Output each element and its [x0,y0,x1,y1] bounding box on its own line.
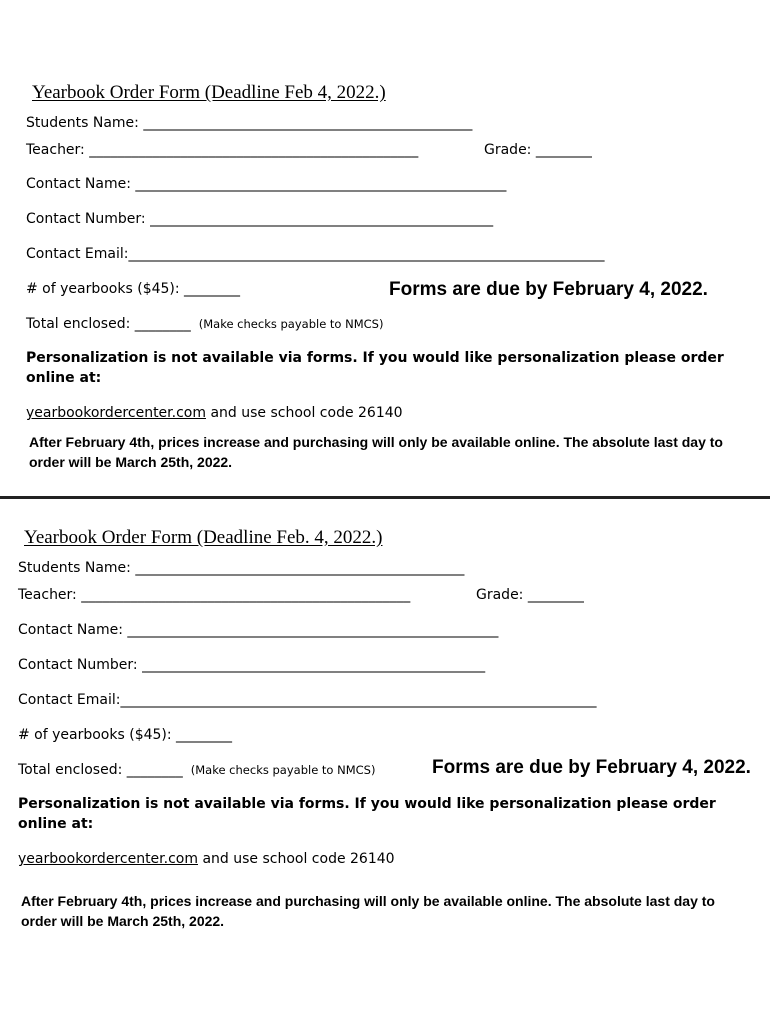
contact-name-field[interactable]: Contact Name: _____________________________________________________ [26,176,507,192]
personalization-note: Personalization is not available via forms. If you would like personalization please order online at: [26,350,724,386]
yearbooks-count-field[interactable]: # of yearbooks ($45): ________ [18,727,233,743]
website-line [26,405,403,421]
teacher-field[interactable]: Teacher: _______________________________________________ [18,587,411,603]
checks-note: (Make checks payable to NMCS) [190,763,376,777]
grade-field[interactable]: Grade: ________ [476,587,584,603]
website-link[interactable]: yearbookordercenter.com [18,851,198,867]
checks-note: (Make checks payable to NMCS) [198,317,384,331]
contact-email-field[interactable]: Contact Email:____________________________________________________________________ [18,692,597,708]
contact-email-field[interactable]: Contact Email:____________________________________________________________________ [26,246,605,262]
total-enclosed-row [26,316,383,332]
total-enclosed-field[interactable]: Total enclosed: ________ [18,762,183,778]
school-code-text: and use school code 26140 [198,851,395,867]
students-name-field[interactable]: Students Name: _______________________________________________ [18,560,465,576]
teacher-field[interactable]: Teacher: _______________________________________________ [26,142,419,158]
contact-number-field[interactable]: Contact Number: _________________________________________________ [26,211,494,227]
after-deadline-note: After February 4th, prices increase and purchasing will only be available online. The absolute last day to order will be March 25th, 2022. [29,434,723,470]
website-link[interactable]: yearbookordercenter.com [26,405,206,421]
due-notice: Forms are due by February 4, 2022. [432,757,751,778]
personalization-note: Personalization is not available via forms. If you would like personalization please order online at: [18,796,716,832]
students-name-field[interactable]: Students Name: _______________________________________________ [26,115,473,131]
grade-field[interactable]: Grade: ________ [484,142,592,158]
website-line [18,851,395,867]
contact-number-field[interactable]: Contact Number: _________________________________________________ [18,657,486,673]
total-enclosed-field[interactable]: Total enclosed: ________ [26,316,191,332]
form-title: Yearbook Order Form (Deadline Feb 4, 2022.) [32,82,386,103]
after-deadline-note: After February 4th, prices increase and purchasing will only be available online. The absolute last day to order will be March 25th, 2022. [21,893,715,929]
school-code-text: and use school code 26140 [206,405,403,421]
form-title: Yearbook Order Form (Deadline Feb. 4, 2022.) [24,527,383,548]
yearbooks-count-field[interactable]: # of yearbooks ($45): ________ [26,281,241,297]
contact-name-field[interactable]: Contact Name: _____________________________________________________ [18,622,499,638]
section-divider [0,496,770,499]
total-enclosed-row [18,762,375,778]
due-notice: Forms are due by February 4, 2022. [389,279,708,300]
